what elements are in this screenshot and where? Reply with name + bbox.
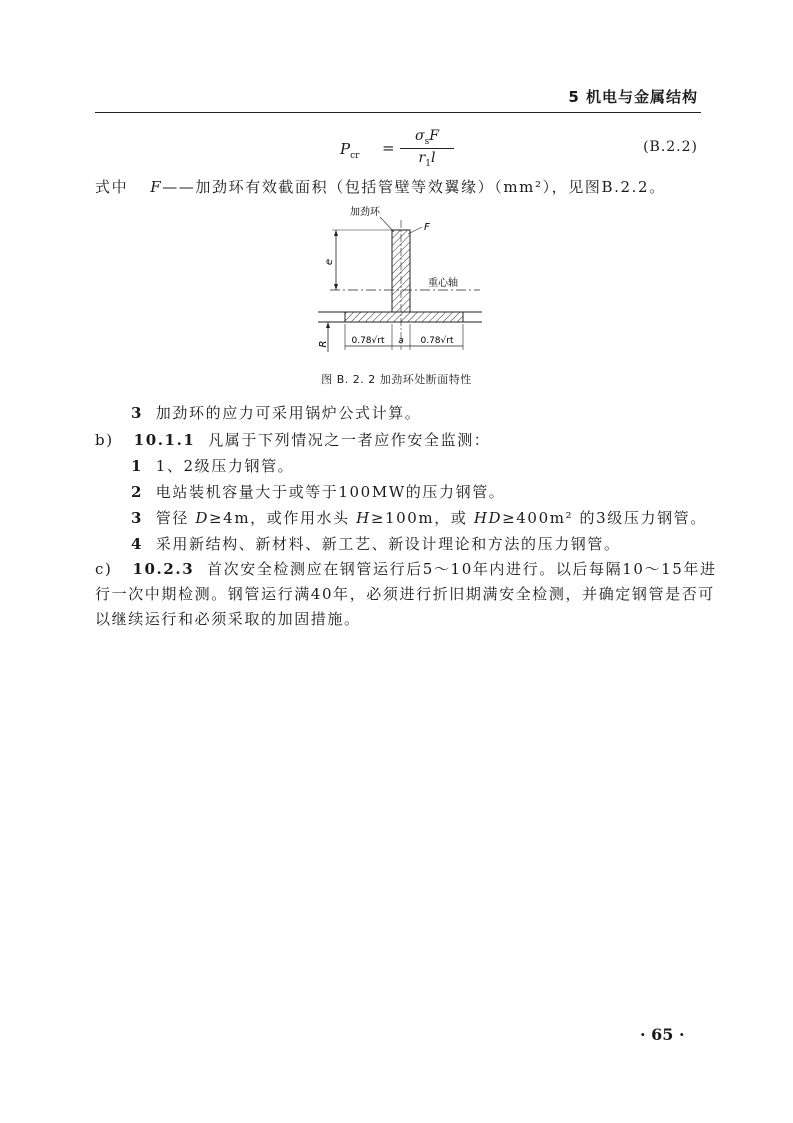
formula-b-2-2 — [340, 128, 460, 168]
label-e: e — [324, 258, 335, 266]
paragraph-line: 以继续运行和必须采取的加固措施。 — [95, 610, 361, 628]
clause-c-10-2-3: c) 10.2.3 首次安全检测应在钢管运行后5～10年内进行。以后每隔10～15年进 — [95, 560, 717, 578]
label-ring: 加劲环 — [350, 207, 380, 218]
stiffening-ring-section-figure — [310, 200, 500, 360]
item-3-boiler: 3 加劲环的应力可采用锅炉公式计算。 — [131, 404, 422, 422]
label-a: a — [398, 336, 404, 346]
label-F: F — [424, 222, 430, 233]
pipe-wall-flange — [345, 312, 463, 322]
definition-symbol: F — [150, 178, 163, 196]
e-arrow-bottom — [334, 284, 338, 290]
label-centroid-axis: 重心轴 — [428, 278, 458, 289]
figure-caption: 图 B. 2. 2 加劲环处断面特性 — [321, 373, 472, 386]
r-arrow — [326, 322, 330, 328]
stiffening-ring-web — [392, 230, 410, 312]
list-item-2: 2 电站装机容量大于或等于100MW的压力钢管。 — [131, 483, 506, 501]
definition-prefix: 式中 — [95, 178, 129, 196]
e-arrow-top — [334, 230, 338, 236]
header-rule — [95, 112, 701, 113]
definition-line — [95, 176, 666, 197]
formula-lhs: $P_{cr}$ — [340, 140, 360, 161]
formula-numerator: $\sigma_sF$ — [415, 128, 439, 147]
list-item-1: 1 1、2级压力钢管。 — [131, 457, 295, 475]
paragraph-line: 行一次中期检测。钢管运行满40年，必须进行折旧期满安全检测，并确定钢管是否可 — [95, 585, 715, 603]
label-0-78-rt-left: 0.78√rt — [351, 336, 385, 346]
list-item-4: 4 采用新结构、新材料、新工艺、新设计理论和方法的压力钢管。 — [131, 535, 621, 553]
label-R: R — [318, 340, 329, 348]
list-item-3: 3 管径 D≥4m，或作用水头 H≥100m，或 HD≥400m² 的3级压力钢管。 — [131, 509, 707, 527]
formula-denominator: $r_1l$ — [418, 150, 436, 169]
page-number: · 65 · — [640, 1025, 685, 1044]
equation-number: (B.2.2) — [643, 139, 698, 155]
definition-text: ——加劲环有效截面积（包括管壁等效翼缘）（mm²），见图B.2.2。 — [162, 178, 666, 196]
running-header: 5 机电与金属结构 — [568, 88, 698, 106]
fraction-bar — [400, 148, 454, 149]
clause-b-10-1-1: b) 10.1.1 凡属于下列情况之一者应作安全监测： — [95, 431, 491, 449]
formula-equals: = — [382, 139, 395, 157]
label-0-78-rt-right: 0.78√rt — [420, 336, 454, 346]
